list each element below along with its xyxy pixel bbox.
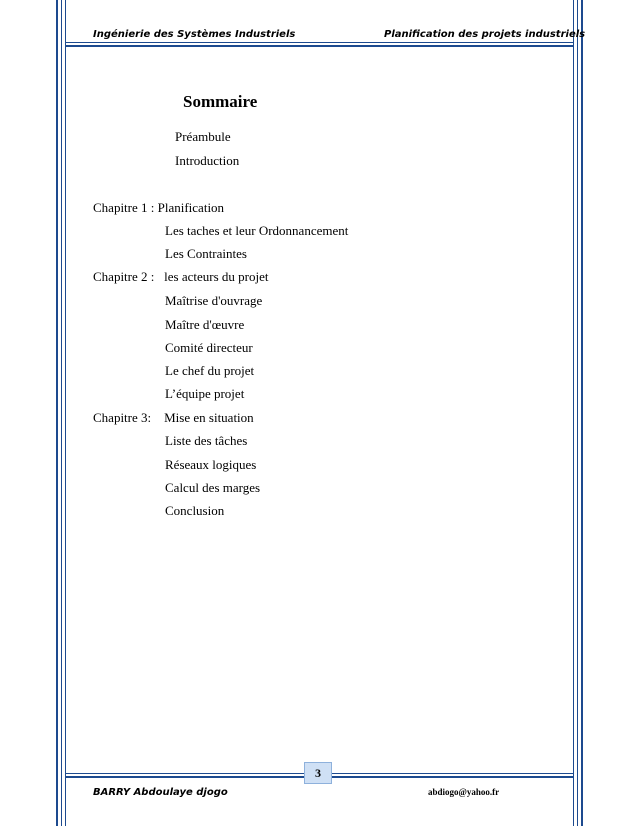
toc-item-preambule: Préambule [175, 129, 231, 144]
toc-item: Calcul des marges [165, 480, 261, 495]
toc-item: Réseaux logiques [165, 457, 257, 472]
toc-item: Les Contraintes [165, 246, 247, 261]
footer-email: abdiogo@yahoo.fr [428, 787, 500, 797]
chapter-2-heading: Chapitre 2 : les acteurs du projet [93, 269, 269, 284]
page-border-right-middle [577, 0, 578, 826]
page-number-badge: 3 [304, 762, 332, 784]
page-border-right-inner [573, 0, 574, 826]
chapter-3-heading: Chapitre 3: Mise en situation [93, 410, 254, 425]
page-title: Sommaire [183, 92, 258, 111]
toc-item: L’équipe projet [165, 386, 245, 401]
toc-item-introduction: Introduction [175, 153, 240, 168]
toc-item: Maître d'œuvre [165, 317, 245, 332]
page-border-left-outer [56, 0, 58, 826]
toc-item: Le chef du projet [165, 363, 255, 378]
footer-author: BARRY Abdoulaye djogo [93, 787, 228, 798]
page-border-right-outer [581, 0, 583, 826]
page-border-left-inner [65, 0, 66, 826]
header-right-text: Planification des projets industriels [384, 29, 586, 40]
toc-item: Liste des tâches [165, 433, 248, 448]
chapter-1-heading: Chapitre 1 : Planification [93, 200, 225, 215]
header-rule-thick [65, 45, 574, 47]
header-rule-thin [65, 42, 574, 43]
page-border-left-middle [61, 0, 62, 826]
toc-item: Conclusion [165, 503, 225, 518]
toc-item: Maîtrise d'ouvrage [165, 293, 263, 308]
toc-item: Les taches et leur Ordonnancement [165, 223, 349, 238]
toc-item: Comité directeur [165, 340, 253, 355]
header-left-text: Ingénierie des Systèmes Industriels [93, 29, 296, 40]
